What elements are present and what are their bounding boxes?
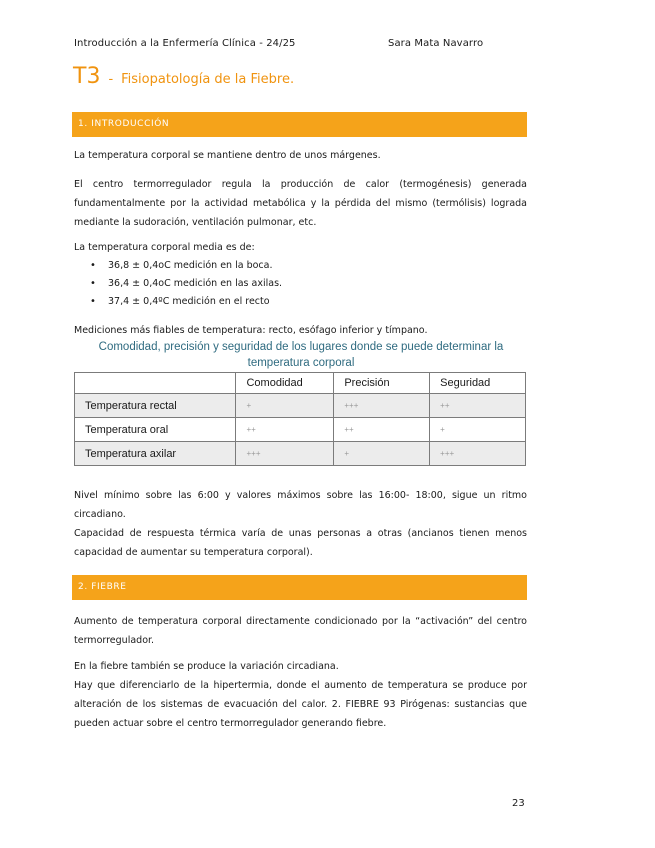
table-row-label: Temperatura oral [75,418,236,442]
table-cell: +++ [430,442,526,466]
header-course: Introducción a la Enfermería Clínica - 24/25 [74,38,296,49]
temperature-list [74,257,282,311]
intro-paragraph-4: Mediciones más fiables de temperatura: recto, esófago inferior y tímpano. [74,325,428,336]
list-item: • 36,8 ± 0,4oC medición en la boca. [74,257,282,275]
table-cell: ++ [236,418,334,442]
table-cell: +++ [334,394,430,418]
thermal-response-paragraph: Capacidad de respuesta térmica varía de unas personas a otras (ancianos tienen menos capacidad de aumentar su temperatura corporal). [74,528,527,558]
title-dash: - [108,72,114,87]
fiebre-paragraph-2: En la fiebre también se produce la variación circadiana. [74,661,339,672]
title-name: Fisiopatología de la Fiebre. [121,72,295,87]
table-header-cell: Comodidad [236,373,334,394]
table-header-cell [75,373,236,394]
table-row [75,418,526,442]
table-header-row [75,373,526,394]
table-cell: +++ [236,442,334,466]
page-header [74,38,527,49]
table-caption: Comodidad, precisión y seguridad de los lugares donde se puede determinar la temperatura corporal [98,341,504,369]
list-item: • 37,4 ± 0,4ºC medición en el recto [74,293,282,311]
intro-paragraph-3: La temperatura corporal media es de: [74,242,255,253]
intro-paragraph-1: La temperatura corporal se mantiene dentro de unos márgenes. [74,150,381,161]
table-row [75,394,526,418]
table-cell: + [430,418,526,442]
section-heading-fiebre: 2. FIEBRE [72,575,527,600]
header-author: Sara Mata Navarro [388,38,484,49]
table-cell: + [236,394,334,418]
table-header-cell: Precisión [334,373,430,394]
table-cell: + [334,442,430,466]
page-number: 23 [512,798,525,809]
circadian-paragraph: Nivel mínimo sobre las 6:00 y valores máximos sobre las 16:00- 18:00, sigue un ritmo circadiano. [74,490,527,520]
table-cell: ++ [430,394,526,418]
fiebre-paragraph-1: Aumento de temperatura corporal directamente condicionado por la “activación” del centro termorregulador. [74,616,527,646]
title-code: T3 [73,64,101,89]
table-row [75,442,526,466]
temperature-table [74,372,526,466]
table-row-label: Temperatura rectal [75,394,236,418]
table-header-cell: Seguridad [430,373,526,394]
table-row-label: Temperatura axilar [75,442,236,466]
page-title [73,64,294,89]
section-heading-introduccion: 1. INTRODUCCIÓN [72,112,527,137]
table-cell: ++ [334,418,430,442]
intro-paragraph-2: El centro termorregulador regula la producción de calor (termogénesis) generada fundamentalmente por la actividad metabólica y la pérdida del mismo (termólisis) lograda mediante la sudoración, ventilación pulmonar, etc. [74,179,527,228]
list-item: • 36,4 ± 0,4oC medición en las axilas. [74,275,282,293]
fiebre-paragraph-3: Hay que diferenciarlo de la hipertermia, donde el aumento de temperatura se produce por alteración de los sistemas de evacuación del calor. 2. FIEBRE 93 Pirógenas: sustancias que pueden actuar sobre el centro termorregulador generando fiebre. [74,680,527,729]
